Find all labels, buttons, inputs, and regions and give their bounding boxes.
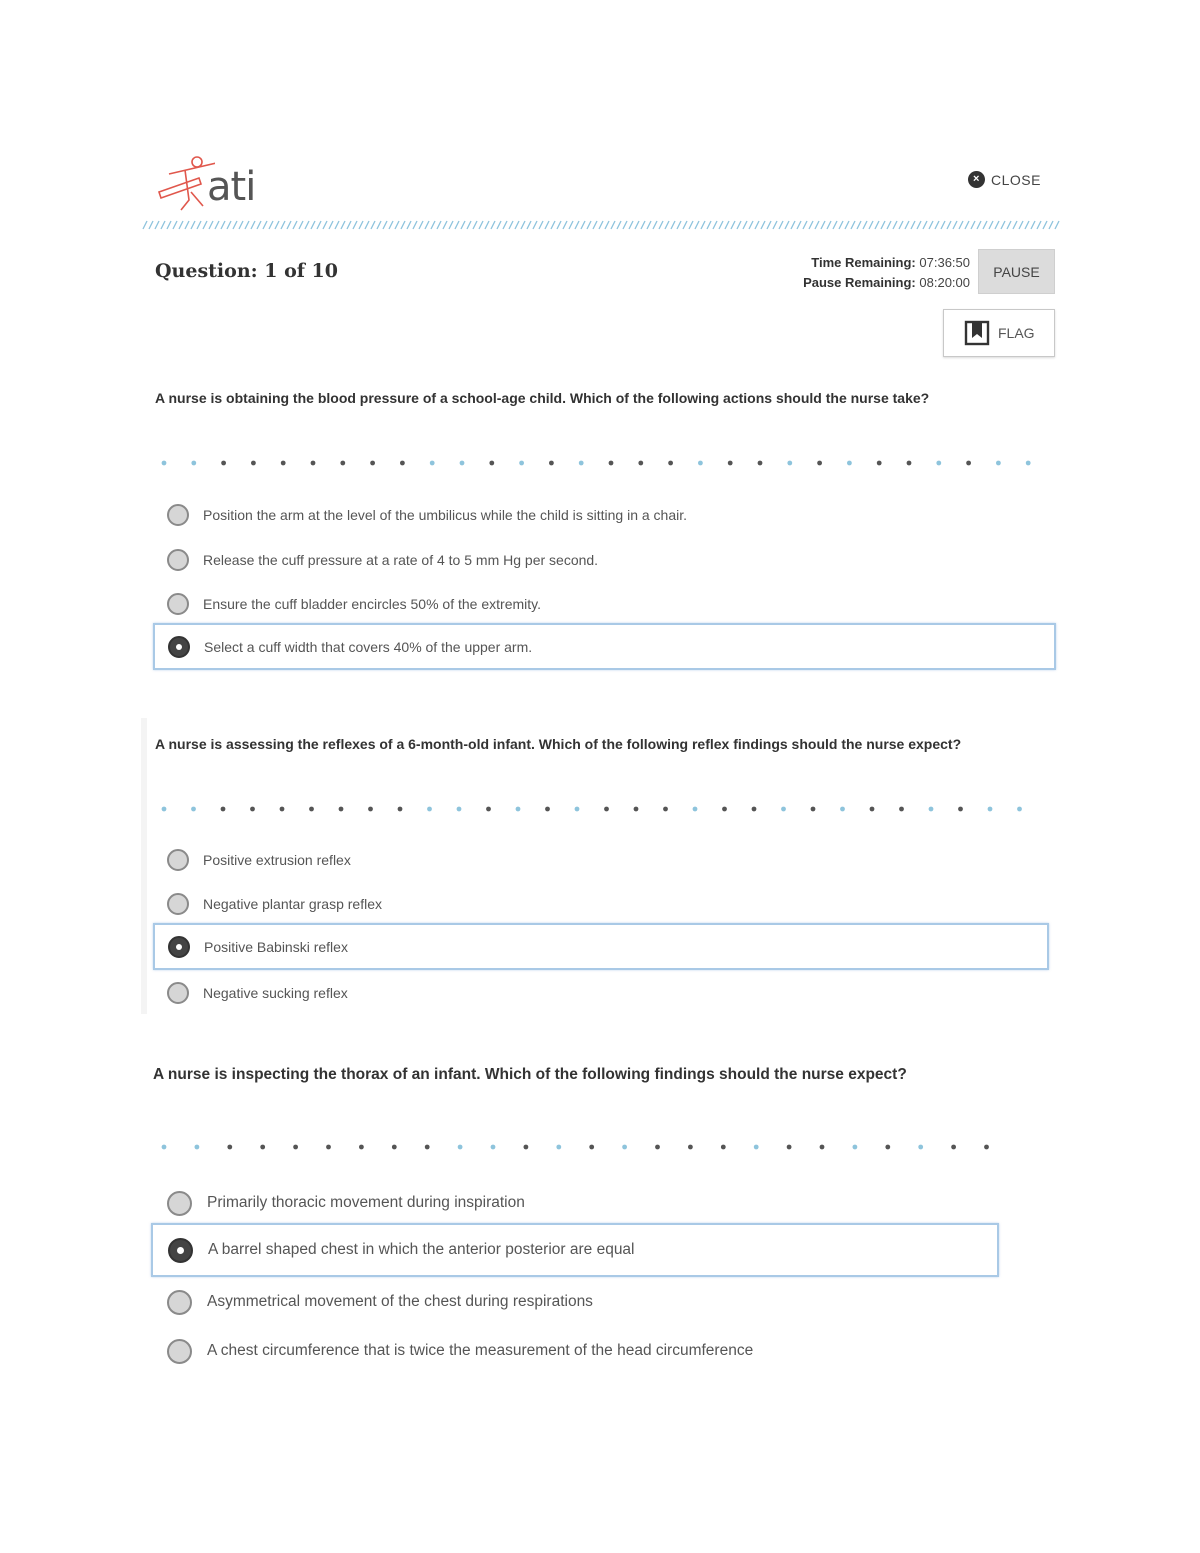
- divider-dot: [400, 461, 405, 466]
- divider-dot: [458, 1145, 463, 1150]
- divider-dot: [191, 461, 196, 466]
- radio-button[interactable]: [168, 936, 190, 958]
- divider-dot: [936, 461, 941, 466]
- divider-dot: [579, 461, 584, 466]
- divider-dot: [162, 1145, 167, 1150]
- question-3-text: A nurse is inspecting the thorax of an infant. Which of the following findings should the nurse expect?: [153, 1066, 907, 1083]
- divider-dot: [811, 807, 816, 812]
- question-1-option-2[interactable]: [155, 546, 1056, 574]
- question-2-option-1[interactable]: [155, 846, 1048, 874]
- pause-button[interactable]: PAUSE: [978, 249, 1055, 294]
- header-divider: [142, 219, 1060, 231]
- ati-logo-figure-icon: [155, 152, 215, 214]
- divider-dot: [758, 461, 763, 466]
- divider-dot: [575, 807, 580, 812]
- divider-dot: [486, 807, 491, 812]
- option-label: A chest circumference that is twice the measurement of the head circumference: [207, 1342, 754, 1359]
- timers: [760, 253, 970, 293]
- divider-dot: [489, 461, 494, 466]
- divider-dot: [460, 461, 465, 466]
- divider-dot: [556, 1145, 561, 1150]
- divider-dot: [227, 1145, 232, 1150]
- flag-label: FLAG: [998, 325, 1035, 341]
- divider-dot: [359, 1145, 364, 1150]
- flag-button[interactable]: [943, 309, 1055, 357]
- divider-dot: [781, 807, 786, 812]
- divider-dot: [427, 807, 432, 812]
- divider-dot: [688, 1145, 693, 1150]
- divider-dot: [840, 807, 845, 812]
- option-label: Asymmetrical movement of the chest during respirations: [207, 1293, 593, 1310]
- divider-dot: [787, 1145, 792, 1150]
- radio-button[interactable]: [167, 893, 189, 915]
- radio-button[interactable]: [168, 636, 190, 658]
- question-2-option-2[interactable]: [155, 890, 1048, 918]
- radio-button[interactable]: [167, 849, 189, 871]
- divider-dot: [728, 461, 733, 466]
- radio-button[interactable]: [167, 1191, 192, 1216]
- close-icon: ×: [968, 171, 985, 188]
- divider-dot: [817, 461, 822, 466]
- question-1-text: A nurse is obtaining the blood pressure of a school-age child. Which of the following actions should the nurse take?: [155, 390, 930, 406]
- divider-dot: [870, 807, 875, 812]
- divider-dot: [655, 1145, 660, 1150]
- question-1-divider-dots: [158, 457, 1038, 469]
- pause-remaining: [760, 273, 970, 293]
- divider-dot: [524, 1145, 529, 1150]
- divider-dot: [191, 807, 196, 812]
- radio-button[interactable]: [167, 504, 189, 526]
- option-label: A barrel shaped chest in which the anterior posterior are equal: [208, 1241, 635, 1258]
- radio-button[interactable]: [167, 549, 189, 571]
- question-3-option-3[interactable]: [153, 1287, 998, 1317]
- divider-dot: [221, 461, 226, 466]
- divider-dot: [589, 1145, 594, 1150]
- divider-dot: [251, 461, 256, 466]
- question-1-option-3[interactable]: [155, 590, 1056, 618]
- question-side-bar: [141, 718, 147, 1014]
- radio-button[interactable]: [167, 1339, 192, 1364]
- divider-dot: [516, 807, 521, 812]
- radio-button[interactable]: [167, 593, 189, 615]
- divider-dot: [996, 461, 1001, 466]
- question-3-divider-dots: [158, 1141, 998, 1153]
- question-counter: Question: 1 of 10: [155, 260, 338, 282]
- option-label: Select a cuff width that covers 40% of the upper arm.: [204, 638, 533, 655]
- divider-dot: [311, 461, 316, 466]
- divider-dot: [885, 1145, 890, 1150]
- divider-dot: [260, 1145, 265, 1150]
- divider-dot: [1017, 807, 1022, 812]
- divider-dot: [638, 461, 643, 466]
- pause-remaining-label: Pause Remaining:: [803, 275, 916, 290]
- divider-dot: [162, 461, 167, 466]
- divider-dot: [634, 807, 639, 812]
- question-1-option-4[interactable]: [153, 623, 1056, 670]
- divider-dot: [430, 461, 435, 466]
- divider-dot: [1026, 461, 1031, 466]
- option-label: Position the arm at the level of the umbilicus while the child is sitting in a chair.: [203, 507, 688, 523]
- option-label: Ensure the cuff bladder encircles 50% of the extremity.: [203, 596, 541, 612]
- divider-dot: [162, 807, 167, 812]
- question-1-option-1[interactable]: [155, 501, 1056, 529]
- divider-dot: [721, 1145, 726, 1150]
- divider-dot: [918, 1145, 923, 1150]
- time-remaining-value: 07:36:50: [919, 255, 970, 270]
- divider-dot: [368, 807, 373, 812]
- divider-dot: [609, 461, 614, 466]
- time-remaining-label: Time Remaining:: [811, 255, 916, 270]
- divider-dot: [392, 1145, 397, 1150]
- divider-dot: [221, 807, 226, 812]
- divider-dot: [698, 461, 703, 466]
- divider-dot: [853, 1145, 858, 1150]
- divider-dot: [425, 1145, 430, 1150]
- divider-dot: [820, 1145, 825, 1150]
- divider-dot: [929, 807, 934, 812]
- bookmark-flag-icon: [964, 320, 990, 346]
- divider-dot: [988, 807, 993, 812]
- question-2-text: A nurse is assessing the reflexes of a 6-month-old infant. Which of the following reflex findings should the nurse expect?: [155, 736, 962, 752]
- divider-dot: [340, 461, 345, 466]
- divider-dot: [309, 807, 314, 812]
- question-3-option-2[interactable]: [151, 1223, 999, 1277]
- divider-dot: [951, 1145, 956, 1150]
- divider-dot: [907, 461, 912, 466]
- option-label: Primarily thoracic movement during inspiration: [207, 1194, 525, 1211]
- divider-dot: [663, 807, 668, 812]
- close-label: CLOSE: [991, 171, 1041, 188]
- divider-dot: [668, 461, 673, 466]
- option-label: Positive extrusion reflex: [203, 852, 351, 868]
- question-3-option-4[interactable]: [153, 1336, 998, 1366]
- divider-dot: [195, 1145, 200, 1150]
- divider-dot: [899, 807, 904, 812]
- divider-dot: [545, 807, 550, 812]
- option-label: Release the cuff pressure at a rate of 4 to 5 mm Hg per second.: [203, 552, 599, 568]
- divider-dot: [293, 1145, 298, 1150]
- divider-dot: [787, 461, 792, 466]
- option-label: Negative sucking reflex: [203, 985, 348, 1001]
- divider-dot: [281, 461, 286, 466]
- divider-dot: [966, 461, 971, 466]
- divider-dot: [398, 807, 403, 812]
- logo-wordmark: ati: [207, 164, 256, 210]
- divider-dot: [370, 461, 375, 466]
- radio-button[interactable]: [167, 1290, 192, 1315]
- divider-dot: [280, 807, 285, 812]
- radio-button[interactable]: [168, 1238, 193, 1263]
- divider-dot: [984, 1145, 989, 1150]
- option-label: Positive Babinski reflex: [204, 938, 348, 955]
- option-label: Negative plantar grasp reflex: [203, 896, 382, 912]
- divider-dot: [457, 807, 462, 812]
- ati-logo: [155, 152, 267, 214]
- radio-button[interactable]: [167, 982, 189, 1004]
- divider-dot: [754, 1145, 759, 1150]
- divider-dot: [877, 461, 882, 466]
- time-remaining: [760, 253, 970, 273]
- divider-dot: [491, 1145, 496, 1150]
- question-2-divider-dots: [158, 803, 1038, 815]
- divider-dot: [549, 461, 554, 466]
- divider-dot: [958, 807, 963, 812]
- divider-dot: [622, 1145, 627, 1150]
- divider-dot: [693, 807, 698, 812]
- pause-remaining-value: 08:20:00: [919, 275, 970, 290]
- divider-dot: [752, 807, 757, 812]
- divider-dot: [519, 461, 524, 466]
- divider-dot: [604, 807, 609, 812]
- divider-dot: [250, 807, 255, 812]
- divider-dot: [326, 1145, 331, 1150]
- question-3-option-1[interactable]: [153, 1188, 998, 1218]
- question-2-option-3[interactable]: [153, 923, 1049, 970]
- close-button[interactable]: [968, 171, 1041, 188]
- divider-dot: [722, 807, 727, 812]
- divider-dot: [847, 461, 852, 466]
- divider-dot: [339, 807, 344, 812]
- question-2-option-4[interactable]: [155, 979, 1048, 1007]
